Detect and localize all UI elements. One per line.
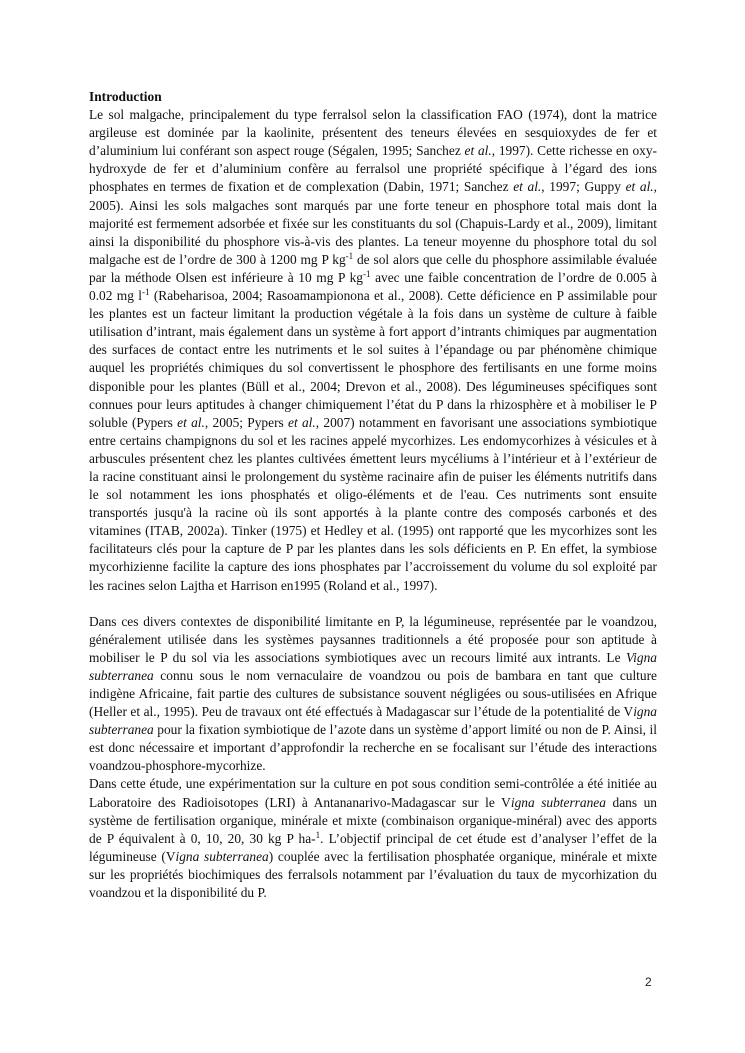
- italic-run: Vigna subterranea: [89, 649, 657, 683]
- italic-run: igna subterranea: [175, 848, 269, 864]
- paragraph-2: [89, 613, 657, 776]
- italic-run: igna subterranea: [89, 704, 657, 738]
- text-run: connu sous le nom vernaculaire de voandzou ou pois de bambara en tant que culture indigène Africaine, fait partie des cultures de subsistance souvent négligées ou sous-utilisées en Afrique (Heller et al., 1995). Peu de travaux ont été effectués à Madagascar sur l’étude de la potentialité de V: [89, 667, 657, 720]
- text-run: . L’objectif principal de cet étude est d’analyser l’effet de la légumineuse (V: [89, 830, 657, 864]
- italic-run: et al.: [177, 414, 205, 430]
- text-run: Dans ces divers contextes de disponibilité limitante en P, la légumineuse, représentée par le voandzou, généralement utilisée dans les systèmes paysannes traditionnels a été proposée pour son aptitude à mobiliser le P du sol via les associations symbiotiques avec un recours limité aux intrants. Le: [89, 613, 657, 665]
- section-heading: Introduction: [89, 89, 162, 104]
- italic-run: et al.: [464, 143, 492, 159]
- text-run: (Rabeharisoa, 2004; Rasoamampionona et al., 2008). Cette déficience en P assimilable pour les plantes est un facteur limitant la production végétale à la fois dans un système de culture à faible utilisation d’intrant, mais également dans un système à fort apport d’intrants chimiques par augmentation des surfaces de contact entre les nutriments et le sol suites à l’épandage ou par phénomène chimique auquel les propriétés chimiques du sol convertissent le phosphore des fertilisants en une forme moins disponible pour les plantes (Büll et al., 2004; Drevon et al., 2008). Des légumineuses spécifiques sont connues pour leurs aptitudes à changer chimiquement l’état du P dans la rhizosphère et à mobiliser le P soluble (Pypers: [89, 288, 657, 430]
- document-body: [89, 88, 657, 902]
- text-run: , 1997; Guppy: [541, 179, 626, 195]
- paragraph-1: [89, 106, 657, 595]
- superscript: 1: [315, 829, 321, 840]
- text-run: pour la fixation symbiotique de l’azote dans un système d’apport limité ou non de P. Ainsi, il est donc nécessaire et important d’approfondir la recherche en se focalisant sur l’étude des interactions voandzou-phosphore-mycorhize.: [89, 722, 657, 774]
- text-run: Le sol malgache, principalement du type ferralsol selon la classification FAO (1974), dont la matrice argileuse est dominée par la kaolinite, présentent des teneurs élevées en sesquioxydes de fer et d’aluminium lui conférant son aspect rouge (Ségalen, 1995; Sanchez: [89, 107, 657, 159]
- text-run: , 2005; Pypers: [204, 414, 289, 430]
- superscript: -1: [345, 250, 354, 261]
- text-run: , 1997). Cette richesse en oxy-hydroxyde de fer et d’aluminium confère au ferralsol une propriété spécifique à l’égard des ions phosphates en termes de fixation et de complexation (Dabin, 1971; Sanchez: [89, 143, 657, 195]
- italic-run: igna subterranea: [510, 794, 606, 810]
- text-run: de sol alors que celle du phosphore assimilable évaluée par la méthode Olsen est inférieure à 10 mg P kg: [89, 251, 657, 285]
- superscript: -1: [141, 287, 150, 298]
- superscript: -1: [362, 268, 371, 279]
- text-run: ) couplée avec la fertilisation phosphatée organique, minérale et mixte sur les propriétés biochimiques des ferralsols notamment par l’évaluation du taux de mycorhization du voandzou et la disponibilité du P.: [89, 848, 658, 901]
- text-run: Dans cette étude, une expérimentation sur la culture en pot sous condition semi-contrôlée a été initiée au Laboratoire des Radioisotopes (LRI) à Antananarivo-Madagascar sur le V: [89, 776, 657, 810]
- text-run: , 2007) notamment en favorisant une associations symbiotique entre certains champignons du sol et les racines appelé mycorhizes. Les endomycorhizes à vésicules et à arbuscules présentent chez les plantes cultivées émettent leurs mycéliums à l’intérieur et à l’extérieur de la racine constituant ainsi le prolongement du système racinaire afin de puiser les éléments nutritifs dans le sol notamment les ions phosphatés et oligo-éléments et de l'eau. Ces nutriments sont ensuite transportés jusqu'à la racine où ils sont apportés à la plante contre des composés carbonés et des vitamines (ITAB, 2002a). Tinker (1975) et Hedley et al. (1995) ont rapporté que les mycorhizes sont les facilitateurs clés pour la capture de P par les plantes dans les sols déficients en P. En effet, la symbiose mycorhizienne facilite la capture des ions phosphates par l’accroissement du volume du sol exploité par les racines selon Lajtha et Harrison en1995 (Roland et al., 1997).: [89, 414, 657, 593]
- italic-run: et al.: [513, 179, 542, 195]
- page-number: 2: [645, 975, 652, 989]
- text-run: dans un système de fertilisation organique, minérale et mixte (combinaison organique-minéral) avec des apports de P équivalent à 0, 10, 20, 30 kg P ha-: [89, 794, 657, 846]
- text-run: avec une faible concentration de l’ordre de 0.005 à 0.02 mg l: [89, 269, 657, 304]
- italic-run: et al.: [288, 414, 316, 430]
- text-run: , 2005). Ainsi les sols malgaches sont marqués par une forte teneur en phosphore total mais dont la majorité est fermement adsorbée et fixée sur les constituants du sol (Chapuis-Lardy et al., 2009), limitant ainsi la disponibilité du phosphore vis-à-vis des plantes. La teneur moyenne du phosphore total du sol malgache est de l’ordre de 300 à 1200 mg P kg: [89, 179, 658, 267]
- italic-run: et al.: [625, 179, 654, 195]
- paragraph-3: [89, 775, 657, 902]
- paragraph-gap: [89, 595, 657, 613]
